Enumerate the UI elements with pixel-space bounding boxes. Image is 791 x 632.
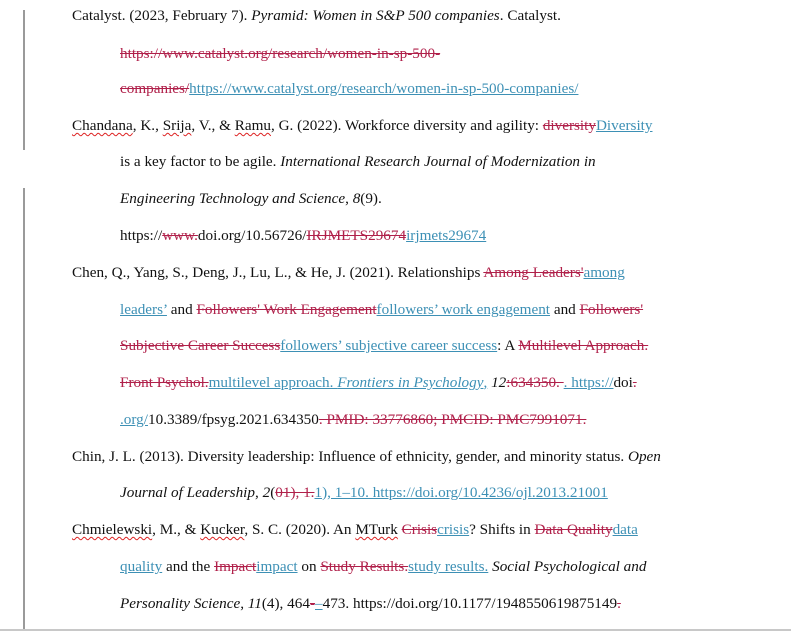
reference-chin-line-2: [120, 484, 608, 502]
reference-catalyst-line-3: [120, 80, 578, 98]
reference-catalyst-line-2: [120, 45, 440, 63]
inserted-text[interactable]: among: [583, 264, 625, 281]
text: ? Shifts in: [469, 521, 535, 538]
text: on: [297, 558, 321, 575]
deleted-text[interactable]: Data Quality: [534, 521, 613, 538]
inserted-text[interactable]: Diversity: [595, 117, 653, 134]
deleted-text[interactable]: Followers': [579, 301, 644, 318]
change-bar: [23, 10, 25, 150]
text: and the: [162, 558, 215, 575]
reference-chandana-line-1: [72, 117, 653, 135]
journal-name: Engineering Technology and Science: [120, 190, 346, 207]
text: Catalyst. (2023, February 7).: [72, 7, 252, 24]
deleted-text[interactable]: Followers' Work Engagement: [196, 301, 377, 318]
deleted-text[interactable]: Among Leaders': [483, 264, 584, 281]
deleted-text[interactable]: -: [309, 595, 315, 612]
text: (9).: [360, 190, 382, 207]
text: Chen, Q., Yang, S., Deng, J., Lu, L., & He, J. (2021). Relationships: [72, 264, 484, 281]
text: Chin, J. L. (2013). Diversity leadership: Influence of ethnicity, gender, and minority status.: [72, 448, 628, 465]
reference-chmielewski-line-3: [120, 595, 621, 613]
reference-chandana-line-2: [120, 153, 596, 171]
deleted-text[interactable]: Study Results.: [320, 558, 409, 575]
text: is a key factor to be agile.: [120, 153, 281, 170]
text: and: [166, 301, 197, 318]
inserted-text[interactable]: –: [315, 595, 323, 612]
inserted-text[interactable]: study results.: [408, 558, 489, 575]
volume: 2: [262, 484, 271, 501]
text: , G. (2022). Workforce diversity and agility:: [271, 117, 543, 134]
reference-chen-line-5: [120, 411, 586, 429]
reference-catalyst-line-1: [72, 7, 561, 25]
report-title: Pyramid: Women in S&P 500 companies: [251, 7, 500, 24]
deleted-text[interactable]: 01), 1.: [275, 484, 315, 501]
spelling-flagged-word[interactable]: MTurk: [355, 521, 398, 538]
page-bottom-divider: [0, 629, 791, 631]
spelling-flagged-word[interactable]: Chmielewski: [72, 521, 153, 538]
deleted-text[interactable]: companies/: [120, 80, 190, 97]
spelling-flagged-word[interactable]: Srija: [162, 117, 192, 134]
text: (: [270, 484, 276, 501]
journal-name: Journal of Leadership: [120, 484, 255, 501]
deleted-text[interactable]: diversity: [542, 117, 596, 134]
inserted-text[interactable]: 1), 1–10. https://doi.org/10.4236/ojl.2013.21001: [314, 484, 608, 501]
text: , S. C. (2020). An: [244, 521, 356, 538]
text: ,: [240, 595, 248, 612]
deleted-text[interactable]: Impact: [214, 558, 257, 575]
inserted-text[interactable]: quality: [120, 558, 163, 575]
text: . Catalyst.: [499, 7, 561, 24]
inserted-text[interactable]: impact: [256, 558, 298, 575]
text: doi: [613, 374, 633, 391]
volume: 8: [352, 190, 361, 207]
deleted-text[interactable]: Multilevel Approach.: [518, 337, 649, 354]
text: , M., &: [152, 521, 201, 538]
deleted-text[interactable]: IRJMETS29674: [306, 227, 407, 244]
text: doi.org/10.56726/: [197, 227, 307, 244]
reference-chen-line-4: [120, 374, 637, 392]
text: and: [550, 301, 580, 318]
spelling-flagged-word[interactable]: Chandana: [72, 117, 133, 134]
text: 473. https://doi.org/10.1177/1948550619875149: [322, 595, 618, 612]
reference-chen-line-1: [72, 264, 625, 282]
change-bar: [23, 188, 25, 629]
text: ,: [255, 484, 263, 501]
deleted-text[interactable]: Subjective Career Success: [120, 337, 281, 354]
text: : A: [497, 337, 519, 354]
deleted-text[interactable]: https://www.catalyst.org/research/women-in-sp-500-: [120, 45, 441, 62]
deleted-text[interactable]: . PMID: 33776860; PMCID: PMC7991071.: [318, 411, 587, 428]
deleted-text[interactable]: :634350.: [506, 374, 564, 391]
reference-chandana-line-4: [120, 227, 486, 245]
inserted-text[interactable]: data: [612, 521, 638, 538]
spelling-flagged-word[interactable]: Kucker: [200, 521, 245, 538]
inserted-text[interactable]: followers’ work engagement: [376, 301, 551, 318]
deleted-text[interactable]: .: [632, 374, 637, 391]
inserted-link[interactable]: https://www.catalyst.org/research/women-in-sp-500-companies/: [189, 80, 579, 97]
text: , K.,: [132, 117, 163, 134]
volume: 12: [491, 374, 507, 391]
reference-chen-line-3: [120, 337, 648, 355]
reference-chandana-line-3: [120, 190, 382, 208]
journal-name: Social Psychological and: [492, 558, 647, 575]
deleted-text[interactable]: www.: [162, 227, 198, 244]
inserted-text[interactable]: . https://: [563, 374, 614, 391]
journal-name: Open: [628, 448, 661, 465]
volume: 11: [247, 595, 262, 612]
inserted-text[interactable]: ,: [483, 374, 488, 391]
inserted-text[interactable]: irjmets29674: [406, 227, 487, 244]
deleted-text[interactable]: .: [617, 595, 621, 612]
inserted-text[interactable]: followers’ subjective career success: [280, 337, 498, 354]
reference-chin-line-1: [72, 448, 661, 466]
reference-chmielewski-line-2: [120, 558, 646, 576]
inserted-journal-name[interactable]: Frontiers in Psychology: [337, 374, 484, 391]
inserted-text[interactable]: .org/: [120, 411, 148, 428]
journal-name: Personality Science: [120, 595, 241, 612]
spelling-flagged-word[interactable]: Ramu: [234, 117, 271, 134]
text: (4), 464: [261, 595, 310, 612]
text: https://: [120, 227, 163, 244]
inserted-text[interactable]: leaders’: [120, 301, 167, 318]
deleted-text[interactable]: Crisis: [401, 521, 438, 538]
reference-chmielewski-line-1: [72, 521, 638, 539]
text: 10.3389/fpsyg.2021.634350: [148, 411, 319, 428]
reference-chen-line-2: [120, 301, 643, 319]
journal-name: International Research Journal of Modernization in: [280, 153, 596, 170]
inserted-text[interactable]: crisis: [437, 521, 470, 538]
inserted-text[interactable]: multilevel approach.: [208, 374, 338, 391]
text: ,: [345, 190, 353, 207]
deleted-text[interactable]: Front Psychol.: [120, 374, 209, 391]
text: , V., &: [191, 117, 235, 134]
